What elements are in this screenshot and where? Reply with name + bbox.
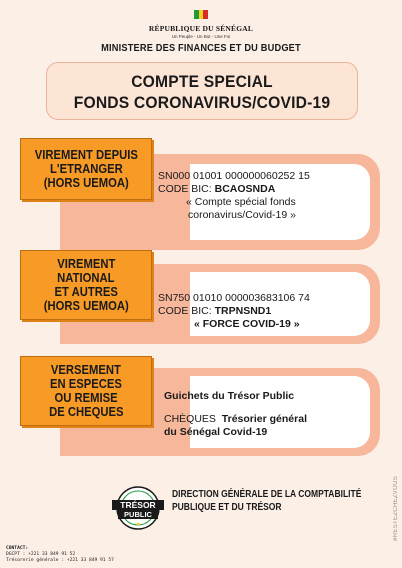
cheques-label: CHÈQUES (164, 413, 216, 425)
bic-value: TRPNSND1 (214, 305, 272, 317)
cheques-value: Trésorier général (221, 413, 307, 425)
label-line: VERSEMENT (50, 363, 122, 377)
contact-line: DGCPT : +221 33 849 91 52 (6, 552, 76, 557)
hashtag: #RESTEZCHEZVOUS (393, 476, 399, 541)
label-line: VIREMENT (56, 257, 116, 271)
ministry-name: MINISTERE DES FINANCES ET DU BUDGET (101, 42, 301, 54)
contact-heading: CONTACT: (6, 546, 29, 551)
account-number: SN750 01010 000003683106 74 (158, 292, 310, 304)
contact-line: Trésorerie générale : +221 33 849 91 57 (6, 558, 114, 563)
logo-text-bottom: PUBLIC (124, 510, 152, 519)
tresor-public-logo (108, 486, 168, 530)
label-line: OU REMISE (54, 391, 118, 405)
bic-label: CODE BIC: (158, 183, 212, 195)
bic-label: CODE BIC: (158, 305, 212, 317)
direction-line-1: DIRECTION GÉNÉRALE DE LA COMPTABILITÉ (172, 489, 362, 500)
title-line-2: FONDS CORONAVIRUS/COVID-19 (73, 93, 331, 112)
header (0, 6, 402, 54)
account-note: coronavirus/Covid-19 » (188, 209, 296, 221)
account-note: « Compte spécial fonds (186, 196, 296, 208)
bic-value: BCAOSNDA (214, 183, 276, 195)
direction-name (172, 488, 361, 514)
card-info (158, 170, 310, 222)
card-info (164, 390, 307, 439)
senegal-flag-icon (194, 10, 208, 19)
label-line: VIREMENT DEPUIS (34, 148, 138, 162)
contact-block (6, 546, 114, 564)
label-line: EN ESPECES (50, 377, 122, 391)
card-label-box (20, 250, 152, 320)
card-info (158, 292, 310, 331)
label-line: ET AUTRES (54, 285, 118, 299)
guichets-text: Guichets du Trésor Public (164, 390, 295, 402)
label-line: DE CHEQUES (48, 405, 124, 419)
account-number: SN000 01001 000000060252 15 (158, 170, 310, 182)
logo-text-top: TRÉSOR (120, 500, 156, 510)
card-label-box (20, 138, 152, 200)
label-line: NATIONAL (57, 271, 115, 285)
label-line: L'ETRANGER (49, 162, 123, 176)
direction-line-2: PUBLIQUE ET DU TRÉSOR (172, 502, 282, 513)
label-line: (HORS UEMOA) (43, 299, 129, 313)
republic-name: RÉPUBLIQUE DU SÉNÉGAL (148, 24, 254, 33)
title-box (46, 62, 358, 120)
title-line-1: COMPTE SPECIAL (131, 72, 273, 91)
label-line: (HORS UEMOA) (43, 176, 129, 190)
national-motto: Un Peuple - Un But - Une Foi (171, 34, 231, 39)
cheques-value: du Sénégal Covid-19 (164, 426, 268, 438)
card-label-box (20, 356, 152, 426)
account-note: « FORCE COVID-19 » (194, 318, 300, 330)
